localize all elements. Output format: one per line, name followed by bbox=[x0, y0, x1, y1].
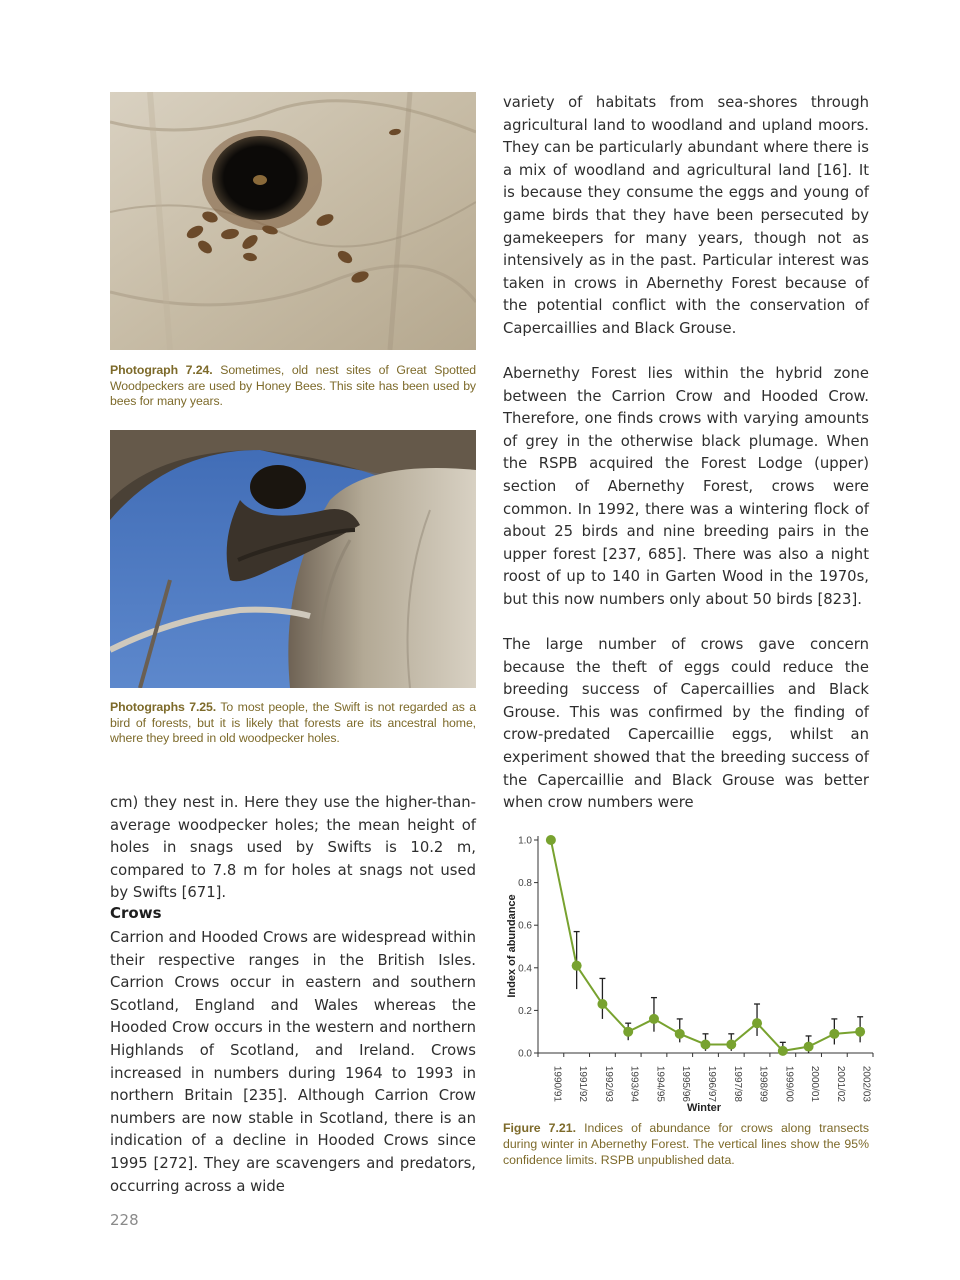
x-tick-label: 1992/93 bbox=[602, 1065, 614, 1102]
paragraph-egg-theft: The large number of crows gave concern because the theft of eggs could reduce the breeding success of Capercaillies and Black Grouse. This was confirmed by the finding of crow-predated Capercaillie eggs, whilst an experiment showed that the breeding success of the Capercaillie and Black Grouse was better when crow numbers were bbox=[503, 636, 869, 812]
swift-nest-hole-image bbox=[110, 430, 476, 688]
y-tick-label: 0.4 bbox=[518, 963, 532, 975]
caption-text: Sometimes, old nest sites of Great Spotted Woodpeckers are used by Honey Bees. This site has been used by bees for many years. bbox=[110, 363, 477, 408]
data-point bbox=[649, 1014, 659, 1024]
crow-abundance-chart bbox=[498, 820, 878, 1120]
paragraph-crows: Carrion and Hooded Crows are widespread within their respective ranges in the British Isles. Carrion Crows occur in eastern and southern Scotland, England and Wales whereas the Hooded Crow occurs in the western and northern Highlands of Scotland, and Ireland. Crows increased in numbers during 1964 to 1993 in northern Britain [235]. Although Carrion Crow numbers are now stable in Scotland, there is an indication of a decline in Hooded Crows since 1995 [272]. They are scavengers and predators, occurring across a wide bbox=[110, 929, 476, 1195]
data-point bbox=[597, 999, 607, 1009]
y-tick-label: 0.8 bbox=[518, 878, 532, 890]
data-point bbox=[829, 1029, 839, 1039]
bee-nest-photo bbox=[110, 92, 476, 350]
swift-nest-photo bbox=[110, 430, 476, 688]
data-point bbox=[855, 1027, 865, 1037]
chart-svg bbox=[498, 820, 878, 1116]
photo-caption-7-25 bbox=[110, 700, 476, 747]
paragraph-hybrid-zone: Abernethy Forest lies within the hybrid zone between the Carrion Crow and Hooded Crow. Therefore, one finds crows with varying amounts of grey in the otherwise black plumage. When the RSPB acquired the Forest Lodge (upper) section of Abernethy Forest, crows were common. In 1992, there was a wintering flock of about 25 birds and nine breeding pairs in the upper forest [237, 685]. There was also a night roost of up to 140 in Garten Wood in the 1970s, but this now numbers only about 50 birds [823]. bbox=[503, 365, 869, 608]
section-heading-crows: Crows bbox=[110, 904, 162, 922]
series-line bbox=[551, 840, 860, 1051]
data-point bbox=[778, 1046, 788, 1056]
paragraph-swift-holes: cm) they nest in. Here they use the higher-than-average woodpecker holes; the mean height of holes in snags used by Swifts is 10.2 m, compared to 7.8 m for holes at snags not used by Swifts [671]. bbox=[110, 794, 476, 902]
caption-text: To most people, the Swift is not regarded as a bird of forests, but it is likely that forests are its ancestral home, where they breed in old woodpecker holes. bbox=[110, 700, 476, 745]
x-tick-label: 1990/91 bbox=[551, 1065, 563, 1102]
x-tick-label: 1996/97 bbox=[706, 1065, 717, 1102]
data-point bbox=[546, 835, 556, 845]
x-tick-label: 1994/95 bbox=[654, 1065, 666, 1102]
data-point bbox=[572, 961, 582, 971]
y-tick-label: 1.0 bbox=[518, 835, 532, 847]
x-tick-label: 2002/03 bbox=[860, 1065, 872, 1102]
y-tick-label: 0.6 bbox=[518, 920, 532, 932]
caption-label: Photograph 7.24. bbox=[110, 363, 213, 377]
data-point bbox=[726, 1039, 736, 1049]
tree-cavity-bees-image bbox=[110, 92, 476, 350]
data-point bbox=[804, 1042, 814, 1052]
data-point bbox=[752, 1018, 762, 1028]
x-tick-label: 1999/00 bbox=[783, 1065, 795, 1102]
data-point bbox=[701, 1039, 711, 1049]
figure-label: Figure 7.21. bbox=[503, 1121, 576, 1135]
data-point bbox=[675, 1029, 685, 1039]
y-tick-label: 0.2 bbox=[518, 1005, 532, 1017]
y-tick-label: 0.0 bbox=[518, 1048, 532, 1060]
photo-caption-7-24 bbox=[110, 363, 476, 410]
y-axis-title: Index of abundance bbox=[506, 894, 518, 998]
figure-text: Indices of abundance for crows along transects during winter in Abernethy Forest. The vertical lines show the 95% confidence limits. RSPB unpublished data. bbox=[503, 1121, 869, 1167]
page-number: 228 bbox=[110, 1211, 139, 1229]
figure-caption-7-21 bbox=[503, 1120, 869, 1168]
x-tick-label: 2001/02 bbox=[834, 1065, 846, 1102]
data-point bbox=[623, 1027, 633, 1037]
x-tick-label: 1991/92 bbox=[577, 1065, 589, 1102]
x-axis-title: Winter bbox=[686, 1102, 722, 1114]
x-tick-label: 1995/96 bbox=[680, 1065, 692, 1102]
x-tick-label: 1993/94 bbox=[628, 1065, 640, 1102]
caption-label: Photographs 7.25. bbox=[110, 700, 217, 714]
x-tick-label: 1997/98 bbox=[731, 1065, 743, 1102]
paragraph-habitats: variety of habitats from sea-shores through agricultural land to woodland and upland moors. They can be particularly abundant where there is a mix of woodland and agricultural land [16]. It is because they consume the eggs and young of game birds that they have been persecuted by gamekeepers for many years, though not as intensively as in the past. Particular interest was taken in crows in Abernethy Forest because of the potential conflict with the conservation of Capercaillies and Black Grouse. bbox=[503, 94, 869, 337]
x-tick-label: 1998/99 bbox=[757, 1065, 769, 1102]
x-tick-label: 2000/01 bbox=[809, 1065, 821, 1102]
